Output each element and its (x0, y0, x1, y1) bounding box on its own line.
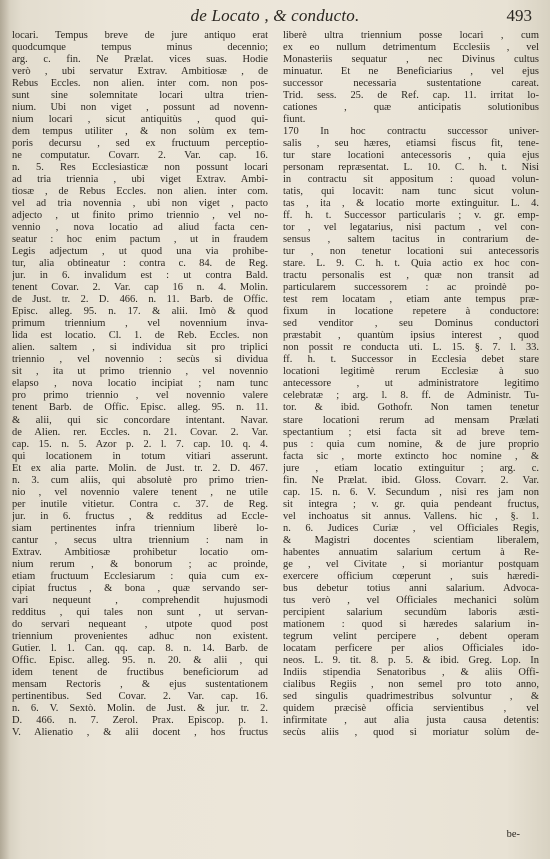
text-line: primum triennium , vel novennium inva- (12, 318, 268, 330)
text-line: Et ex alia parte. Molin. de Just. tr. 2. D. 467. (12, 462, 268, 474)
text-line: adjecto , ut finito primo triennio , vel no- (12, 210, 268, 222)
text-line: Monasteriis sequatur , nec Divinus cultus (283, 54, 539, 66)
text-line: sit integra ; v. gr. quia pendeant fructus, (283, 498, 539, 510)
text-line: tiosæ , de Rebus Eccles. non alien. inter com. (12, 186, 268, 198)
text-line: tenent Covar. 2. Var. cap 16 n. 4. Molin. (12, 282, 268, 294)
text-line: jur. in 6. fructus , & redditus ad Eccle- (12, 510, 268, 522)
text-line: test rem locatam , etiam ante tempus præ- (283, 294, 539, 306)
text-line: sed venditor , seu Dominus conductori (283, 318, 539, 330)
text-line: pro primo triennio , vel novennio valere (12, 390, 268, 402)
text-line: quodcumque tempus minus decennio; (12, 42, 268, 54)
text-line: tractu personalis est , quæ non transit ad (283, 270, 539, 282)
text-line: salis , seu hæres, etiamsi fiscus fit, tene- (283, 138, 539, 150)
text-line: n. 3. cum aliis, qui absolutè pro primo trien- (12, 474, 268, 486)
text-line: sit , ita ut primo triennio , vel novennio (12, 366, 268, 378)
text-line: cationes , quæ anticipatis solutionibus (283, 102, 539, 114)
text-line: Trid. sess. 25. de Ref. cap. 11. irritat lo- (283, 90, 539, 102)
text-line: quidem præcisè officia servientibus , vel (283, 702, 539, 714)
text-line: triennio , vel novennio : secùs si dividua (12, 354, 268, 366)
text-line: nium locari , sicut antiquitùs , quod qui- (12, 114, 268, 126)
text-line: neos. L. 9. tit. 8. p. 5. & ibid. Greg. Lop. In (283, 654, 539, 666)
text-line: per inutile vitietur. Contra c. 37. de Reg. (12, 498, 268, 510)
text-line: jur. in 6. invalidum est : ut contra Bald. (12, 270, 268, 282)
text-line: percipient salarium secundùm laboris æsti- (283, 606, 539, 618)
text-line: locatam perficere per alios Officiales ido- (283, 642, 539, 654)
text-line: exercere officium cœperunt , suis hæredi- (283, 570, 539, 582)
text-line: ff. h. t. Successor particularis ; v. gr. emp- (283, 210, 539, 222)
text-line: de Just. tr. 2. D. 466. n. 11. Barb. de Offic. (12, 294, 268, 306)
text-line: Gutier. l. 1. Can. qq. cap. 8. n. 14. Barb. de (12, 642, 268, 654)
text-line: & alii, qui sic concordare intentant. Navar. (12, 414, 268, 426)
text-line: mationem : quod si hæredes salarium in- (283, 618, 539, 630)
text-line: nio , vel novennio valere tenent , ne utile (12, 486, 268, 498)
text-line: siam pertinentes infra triennium liberè lo- (12, 522, 268, 534)
text-line: tor. & ibid. Gothofr. Non tamen tenetur (283, 402, 539, 414)
text-line: non possit re conducta uti. L. 15. §. 7. l. 33. (283, 342, 539, 354)
binding-shadow (0, 0, 10, 859)
catchword: be- (506, 829, 520, 840)
text-line: locari. Tempus breve de jure antiquo erat (12, 30, 268, 41)
text-line: n. 6. Judices Curiæ , vel Officiales Regis, (283, 522, 539, 534)
text-line: vel inchoatus sit annus. Vallens. hic , §. 1. (283, 510, 539, 522)
text-line: celebratæ ; arg. l. 8. ff. de Administr. Tu- (283, 390, 539, 402)
text-line: tus verò , vel Officiales mechanici solùm (283, 594, 539, 606)
text-line: secùs aliis , quod si moriatur solùm de- (283, 726, 539, 738)
text-line: sensus , saltem tacitus in contrarium de- (283, 234, 539, 246)
text-line: fiunt. (283, 114, 306, 126)
text-line: stare locationi rerum ad mensam Prælati (283, 414, 539, 426)
text-line: cantur , secus ultra triennium : nam in (12, 534, 268, 546)
text-line: tenent Barb. de Offic. Episc. alleg. 95. n. 11. (12, 402, 268, 414)
text-line: pertinentibus. Sed Covar. 2. Var. cap. 16. (12, 690, 268, 702)
text-line: tor , vel legatarius, nisi pactum , vel con- (283, 222, 539, 234)
left-column (12, 30, 268, 739)
text-line: vennio , nova locatio ad aliud facta cen- (12, 222, 268, 234)
running-head (0, 6, 550, 26)
page-number: 493 (506, 6, 532, 25)
text-line: tegrum velint percipere , debent operam (283, 630, 539, 642)
text-line: particularem successorem : ac proindè po- (283, 282, 539, 294)
text-line: habentes annuatim salarium certum à Re- (283, 546, 539, 558)
text-line: ge , vel Civitate , si moriantur postquam (283, 558, 539, 570)
text-line: poris decursu , sed ex fructuum perceptio- (12, 138, 268, 150)
text-line: Indiis stipendia Senatoribus , & aliis Offi- (283, 666, 539, 678)
text-line: ex eo nullum detrimentum Ecclesiis , vel (283, 42, 539, 54)
text-line: vari nequeunt , comprehendit hujusmodi (12, 594, 268, 606)
text-line: elapso , nova locatio incipiat ; nam tunc (12, 378, 268, 390)
text-line: tur, alia obtineatur : contra c. 84. de Reg. (12, 258, 268, 270)
text-line: arg. c. fin. Ne Prælat. vices suas. Hodie (12, 54, 268, 66)
text-line: tas , ita , & locatio morte extinguitur. L. 4. (283, 198, 539, 210)
text-line: ad tria triennia , ubi viget Extrav. Ambi- (12, 174, 268, 186)
text-line: triennium provenientes adhuc non existent. (12, 630, 268, 642)
text-line: præstabit , quantùm ipsius interest , quod (283, 330, 539, 342)
text-line: verò , ubi servatur Extrav. Ambitiosæ , de (12, 66, 268, 78)
text-line: seatur : hoc enim pactum , ut in fraudem (12, 234, 268, 246)
text-line: locationi legitimè rerum Ecclesiæ à suo (283, 366, 539, 378)
text-line: fixum in locatione repetere à conductore: (283, 306, 539, 318)
text-line: Episc. alleg. 95. n. 17. & alii. Imò & quod (12, 306, 268, 318)
text-line: idem tenent de fructibus beneficiorum ad (12, 666, 268, 678)
text-line: successor necessaria sustentatione careat. (283, 78, 539, 90)
text-line: stare. L. 9. C. h. t. Quia actio ex hoc con- (283, 258, 539, 270)
text-line: fin. Ne Prælat. ibid. Gloss. Covarr. 2. Var. (283, 474, 539, 486)
text-line: Legis adjectum , ut quod una via prohibe- (12, 246, 268, 258)
text-line: D. 466. n. 7. Zerol. Prax. Episcop. p. 1. (12, 714, 268, 726)
text-line: alien. saltem , si individua sit pro triplici (12, 342, 268, 354)
text-line: bus debetur totius anni salarium. Advoca- (283, 582, 539, 594)
text-line: tatis, qui locavit: nam tunc sicut volun- (283, 186, 539, 198)
text-line: jure , etiam locatio extinguitur ; arg. c. (283, 462, 539, 474)
text-line: minuatur. Et ne Beneficiarius , vel ejus (283, 66, 539, 78)
right-column (283, 30, 539, 739)
text-line: antecessore , ut administratore legitimo (283, 378, 539, 390)
text-line: facta sic , morte extincto hoc nomine , & (283, 450, 539, 462)
text-line: liberè ultra triennium posse locari , cum (283, 30, 539, 41)
text-line: 170 In hoc contractu successor univer- (283, 126, 539, 138)
text-line: mensam Rectoris , & ejus sustentationem (12, 678, 268, 690)
text-line: qui locationem in totum vitiari asserunt. (12, 450, 268, 462)
text-line: ff. h. t. Successor in Ecclesia debet stare (283, 354, 539, 366)
text-line: lida est locatio. Cl. 1. de Reb. Eccles. non (12, 330, 268, 342)
text-line: de Alien. rer. Eccles. n. 21. Covar. 2. Var. (12, 426, 268, 438)
text-line: Offic. Episc. alleg. 95. n. 20. & alii , qui (12, 654, 268, 666)
text-line: personam repræsentat. L. 10. C. h. t. Nisi (283, 162, 539, 174)
text-line: cap. 15. n. 6. V. Secundum , nisi res jam non (283, 486, 539, 498)
text-line: V. Alienatio , & alii docent , hos fructus (12, 726, 268, 738)
text-line: cialibus Regiis , non semel pro toto anno, (283, 678, 539, 690)
text-line: ne computatur. Covarr. 2. Var. cap. 16. (12, 150, 268, 162)
text-line: spectantium ; etsi facta sit ad breve tem- (283, 426, 539, 438)
text-line: tur , non tenetur locationi sui antecessoris (283, 246, 539, 258)
text-line: vel ad tria novennia , ubi non viget , pacto (12, 198, 268, 210)
text-line: tur stare locationi antecessoris , quia ejus (283, 150, 539, 162)
text-line: Rebus Eccles. non alien. inter com. non pos- (12, 78, 268, 90)
text-line: do servari nequeant , utpote quod post (12, 618, 268, 630)
running-title: de Locato , & conducto. (190, 6, 360, 25)
text-line: infirmitate , aut alia justa causa detentis: (283, 714, 539, 726)
text-line: dem tempus utiliter , & non solùm ex tem- (12, 126, 268, 138)
text-line: n. 6. V. Sextò. Molin. de Just. & jur. tr. 2. (12, 702, 268, 714)
text-line: etiam fructuum Ecclesiarum : quia cum ex- (12, 570, 268, 582)
text-line: n. 5. Res Ecclesiasticæ non possunt locari (12, 162, 268, 174)
text-line: nium. Ubi non viget , possunt ad novenn- (12, 102, 268, 114)
text-line: sed singulis quadrimestribus solvuntur , & (283, 690, 539, 702)
text-line: cap. 15. n. 5. Azor p. 2. l. 7. cap. 10. q. 4. (12, 438, 268, 450)
text-line: pus : quia cum nomine, & de jure proprio (283, 438, 539, 450)
text-line: nium rerum , & bonorum ; ac proinde, (12, 558, 268, 570)
text-line: redditus , qui tales non sunt , ut servan- (12, 606, 268, 618)
text-line: & Magistri docentes scientiam liberalem, (283, 534, 539, 546)
text-line: sunt sine solemnitate locari ultra trien- (12, 90, 268, 102)
text-line: Extrav. Ambitiosæ prohibetur locatio om- (12, 546, 268, 558)
text-line: in contractu sit appositum : quoad volun- (283, 174, 539, 186)
text-line: cipiat fructus , & bona , quæ servando ser- (12, 582, 268, 594)
